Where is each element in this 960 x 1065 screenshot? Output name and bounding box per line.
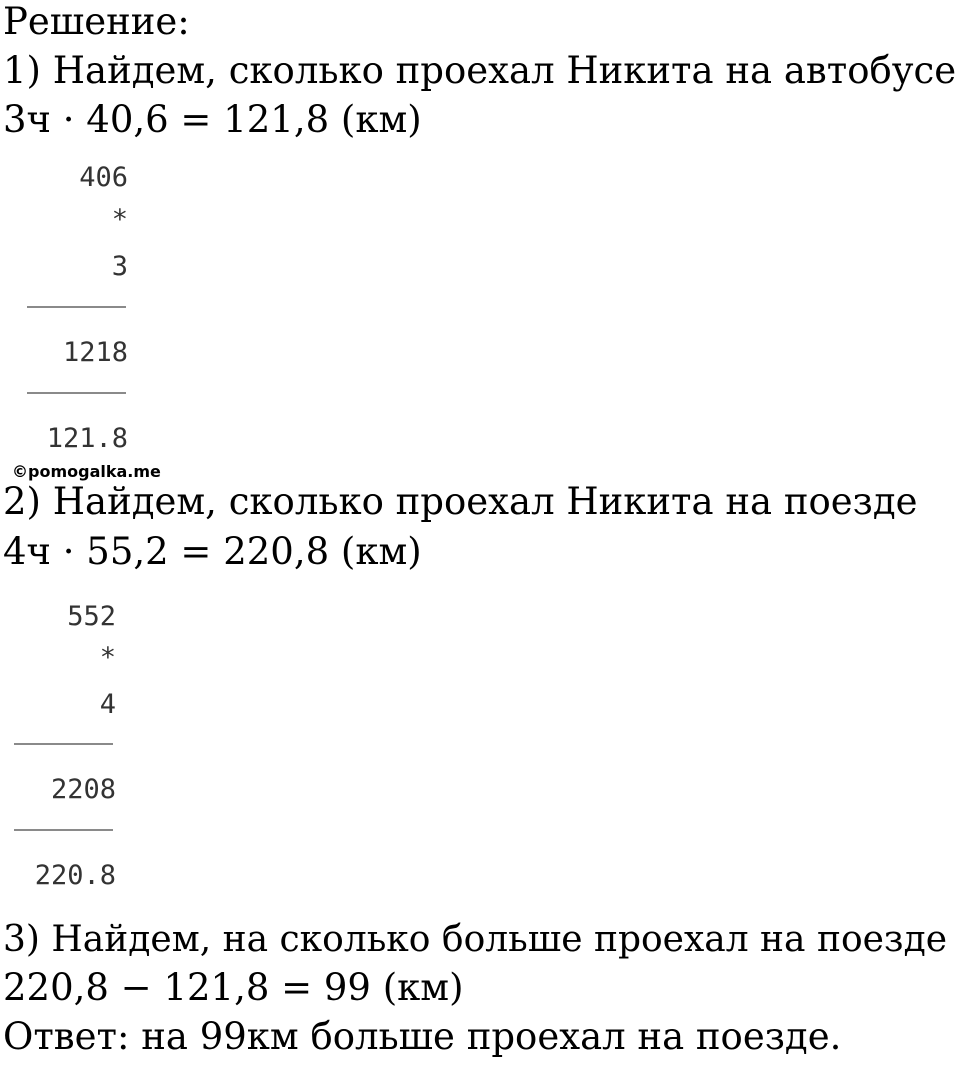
step1-formula: 3ч · 40,6 = 121,8 (км)	[3, 98, 422, 141]
step2-divider-line	[14, 829, 113, 831]
step2-formula: 4ч · 55,2 = 220,8 (км)	[3, 530, 422, 573]
solution-heading: Решение:	[3, 0, 190, 43]
step1-title: 1) Найдем, сколько проехал Никита на автобусе	[3, 49, 957, 92]
step2-multiplier: 4	[99, 689, 116, 720]
step2-title: 2) Найдем, сколько проехал Никита на поезде	[3, 480, 918, 523]
watermark-text: ©pomogalka.me	[12, 462, 161, 481]
step1-multiplier: 3	[111, 251, 128, 282]
step1-product: 1218	[62, 337, 128, 368]
step2-product: 2208	[50, 774, 116, 805]
step2-result: 220.8	[34, 860, 116, 891]
step1-divider-line	[27, 392, 126, 394]
step1-multiplicand: 406	[79, 162, 128, 193]
step2-divider-line	[14, 743, 113, 745]
step2-multiplicand: 552	[67, 601, 116, 632]
step1-result: 121.8	[46, 423, 128, 454]
step3-title: 3) Найдем, на сколько больше проехал на поезде	[3, 919, 948, 960]
step2-operator: *	[99, 642, 116, 673]
step1-divider-line	[27, 306, 126, 308]
step3-formula: 220,8 − 121,8 = 99 (км)	[3, 966, 464, 1009]
answer-text: Ответ: на 99км больше проехал на поезде.	[3, 1015, 842, 1058]
step1-operator: *	[111, 204, 128, 235]
